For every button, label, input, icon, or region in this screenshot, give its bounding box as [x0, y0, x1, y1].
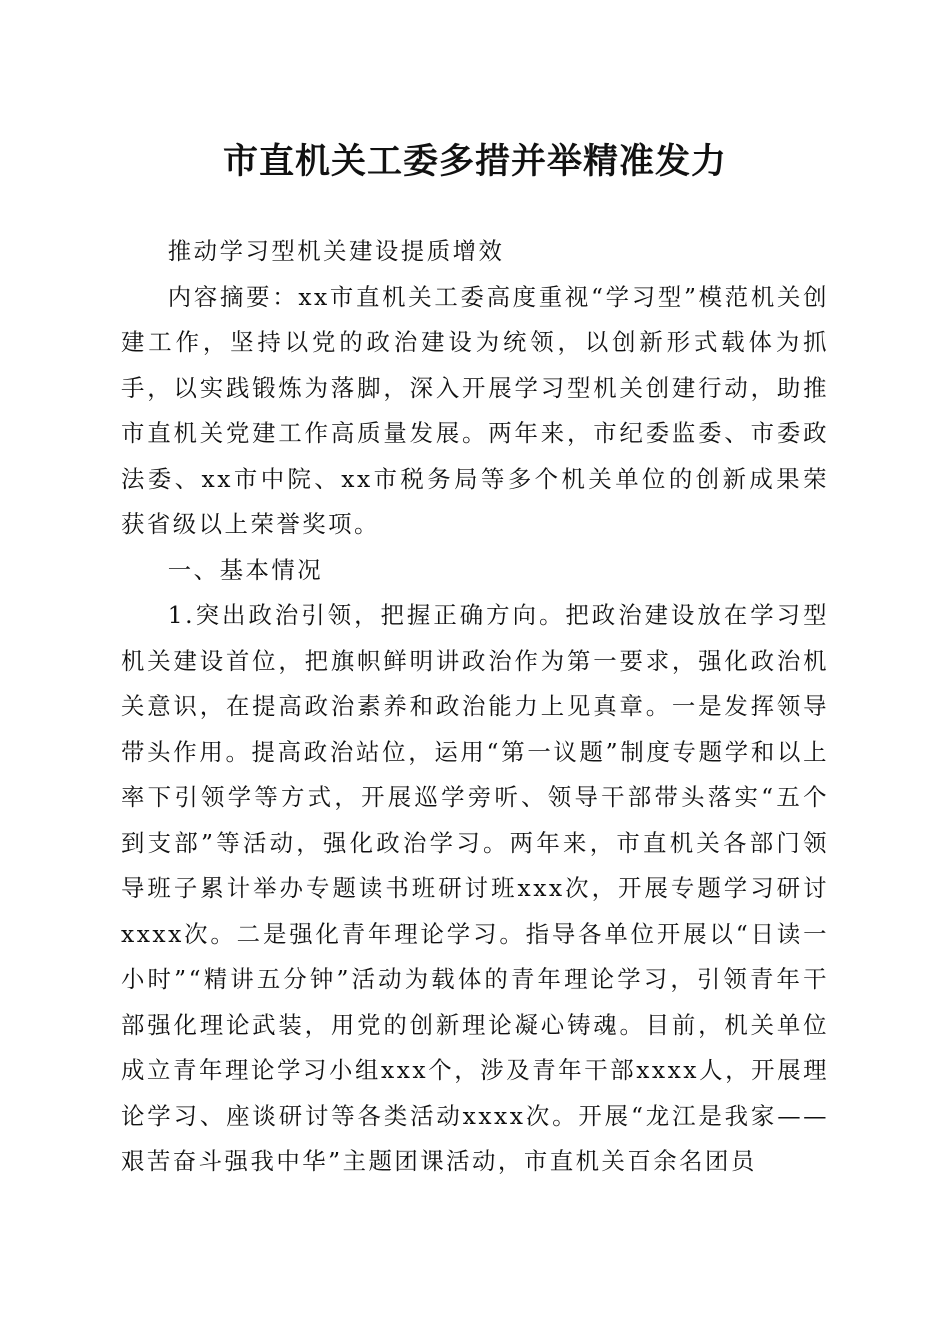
document-body	[121, 229, 829, 1185]
document-title: 市直机关工委多措并举精准发力	[222, 141, 727, 182]
section-heading: 一、基本情况	[167, 555, 324, 584]
body-paragraph: 1.突出政治引领，把握正确方向。把政治建设放在学习型机关建设首位，把旗帜鲜明讲政治作为第一要求，强化政治机关意识，在提高政治素养和政治能力上见真章。一是发挥领导带头作用。提高政治站位，运用“第一议题”制度专题学和以上率下引领学等方式，开展巡学旁听、领导干部带头落实“五个到支部”等活动，强化政治学习。两年来，市直机关各部门领导班子累计举办专题读书班研讨班xxx次，开展专题学习研讨xxxx次。二是强化青年理论学习。指导各单位开展以“日读一小时”“精讲五分钟”活动为载体的青年理论学习，引领青年干部强化理论武装，用党的创新理论凝心铸魂。目前，机关单位成立青年理论学习小组xxx个，涉及青年干部xxxx人，开展理论学习、座谈研讨等各类活动xxxx次。开展“龙江是我家——艰苦奋斗强我中华”主题团课活动，市直机关百余名团员	[121, 601, 829, 1175]
abstract-paragraph: 内容摘要：xx市直机关工委高度重视“学习型”模范机关创建工作，坚持以党的政治建设为统领，以创新形式载体为抓手，以实践锻炼为落脚，深入开展学习型机关创建行动，助推市直机关党建工作高质量发展。两年来，市纪委监委、市委政法委、xx市中院、xx市税务局等多个机关单位的创新成果荣获省级以上荣誉奖项。	[121, 282, 830, 538]
document-subtitle: 推动学习型机关建设提质增效	[167, 237, 505, 265]
